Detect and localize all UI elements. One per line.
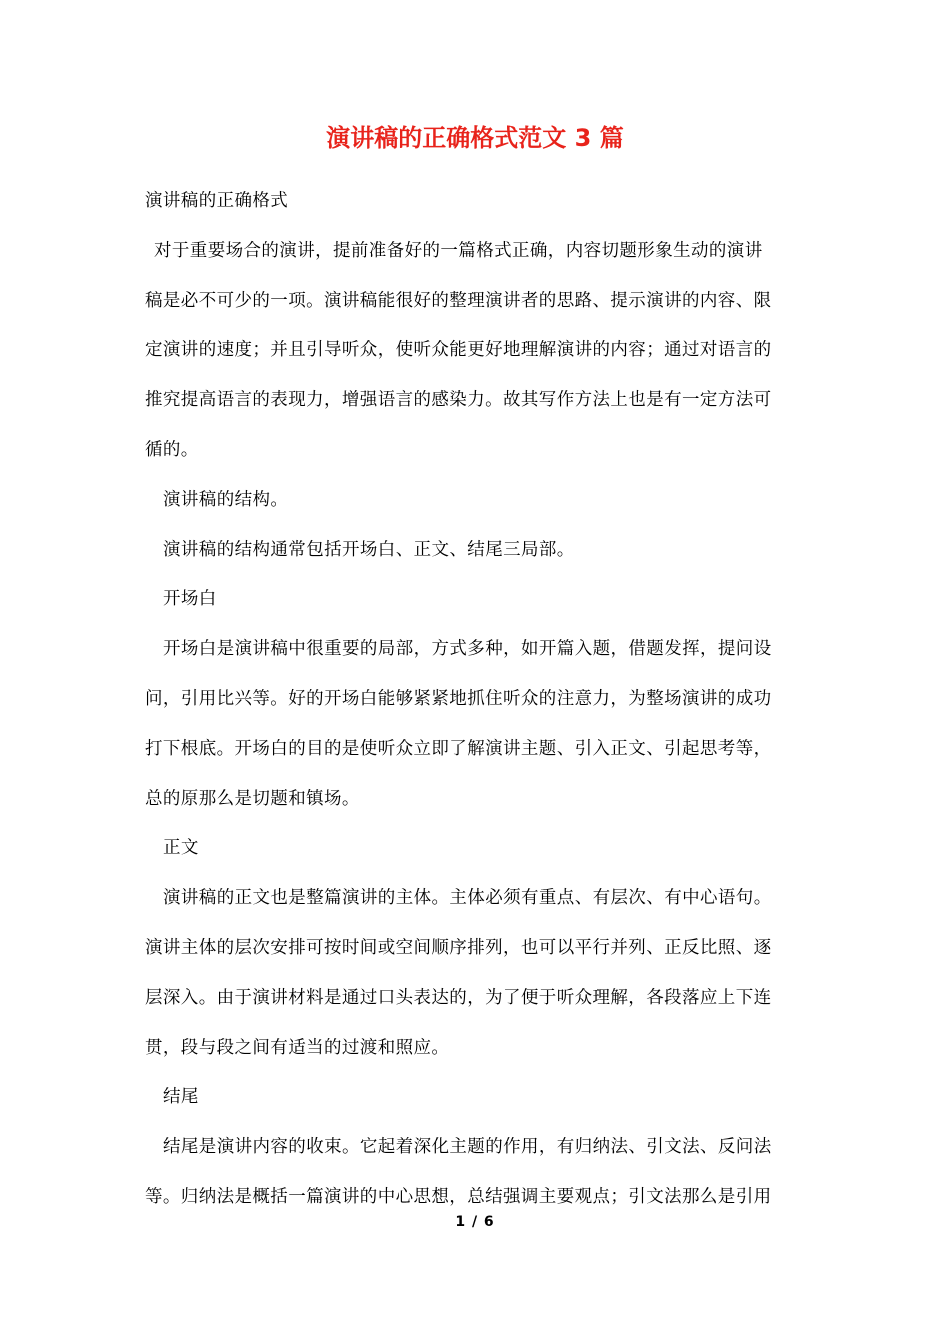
paragraph-line: 定演讲的速度；并且引导听众，使听众能更好地理解演讲的内容；通过对语言的 — [145, 340, 772, 361]
paragraph-line: 等。归纳法是概括一篇演讲的中心思想，总结强调主要观点；引文法那么是引用 — [145, 1186, 772, 1207]
paragraph-line: 对于重要场合的演讲，提前准备好的一篇格式正确，内容切题形象生动的演讲 — [154, 240, 763, 261]
section-heading: 演讲稿的正确格式 — [145, 191, 289, 211]
section-heading: 开场白 — [163, 589, 217, 610]
paragraph-line: 层深入。由于演讲材料是通过口头表达的，为了便于听众理解，各段落应上下连 — [145, 987, 772, 1008]
paragraph-line: 打下根底。开场白的目的是使听众立即了解演讲主题、引入正文、引起思考等， — [145, 738, 772, 759]
paragraph-line: 问，引用比兴等。好的开场白能够紧紧地抓住听众的注意力，为整场演讲的成功 — [145, 688, 772, 709]
paragraph-line: 稿是必不可少的一项。演讲稿能很好的整理演讲者的思路、提示演讲的内容、限 — [145, 290, 772, 311]
paragraph-line: 结尾是演讲内容的收束。它起着深化主题的作用，有归纳法、引文法、反问法 — [163, 1137, 772, 1158]
paragraph-line: 演讲主体的层次安排可按时间或空间顺序排列，也可以平行并列、正反比照、逐 — [145, 937, 772, 958]
paragraph-line: 贯，段与段之间有适当的过渡和照应。 — [145, 1037, 450, 1058]
page-indicator: 1 / 6 — [455, 1214, 495, 1230]
section-heading: 正文 — [163, 838, 199, 859]
document-body — [145, 177, 815, 1223]
paragraph-line: 演讲稿的正文也是整篇演讲的主体。主体必须有重点、有层次、有中心语句。 — [163, 888, 772, 909]
section-heading: 结尾 — [163, 1087, 199, 1108]
paragraph-line: 循的。 — [145, 439, 199, 460]
document-title: 演讲稿的正确格式范文 3 篇 — [326, 124, 624, 152]
paragraph-line: 开场白是演讲稿中很重要的局部，方式多种，如开篇入题，借题发挥，提问设 — [163, 639, 772, 660]
paragraph-line: 演讲稿的结构通常包括开场白、正文、结尾三局部。 — [163, 539, 575, 560]
section-heading: 演讲稿的结构。 — [163, 489, 289, 510]
paragraph-line: 推究提高语言的表现力，增强语言的感染力。故其写作方法上也是有一定方法可 — [145, 390, 772, 411]
paragraph-line: 总的原那么是切题和镇场。 — [145, 788, 360, 809]
